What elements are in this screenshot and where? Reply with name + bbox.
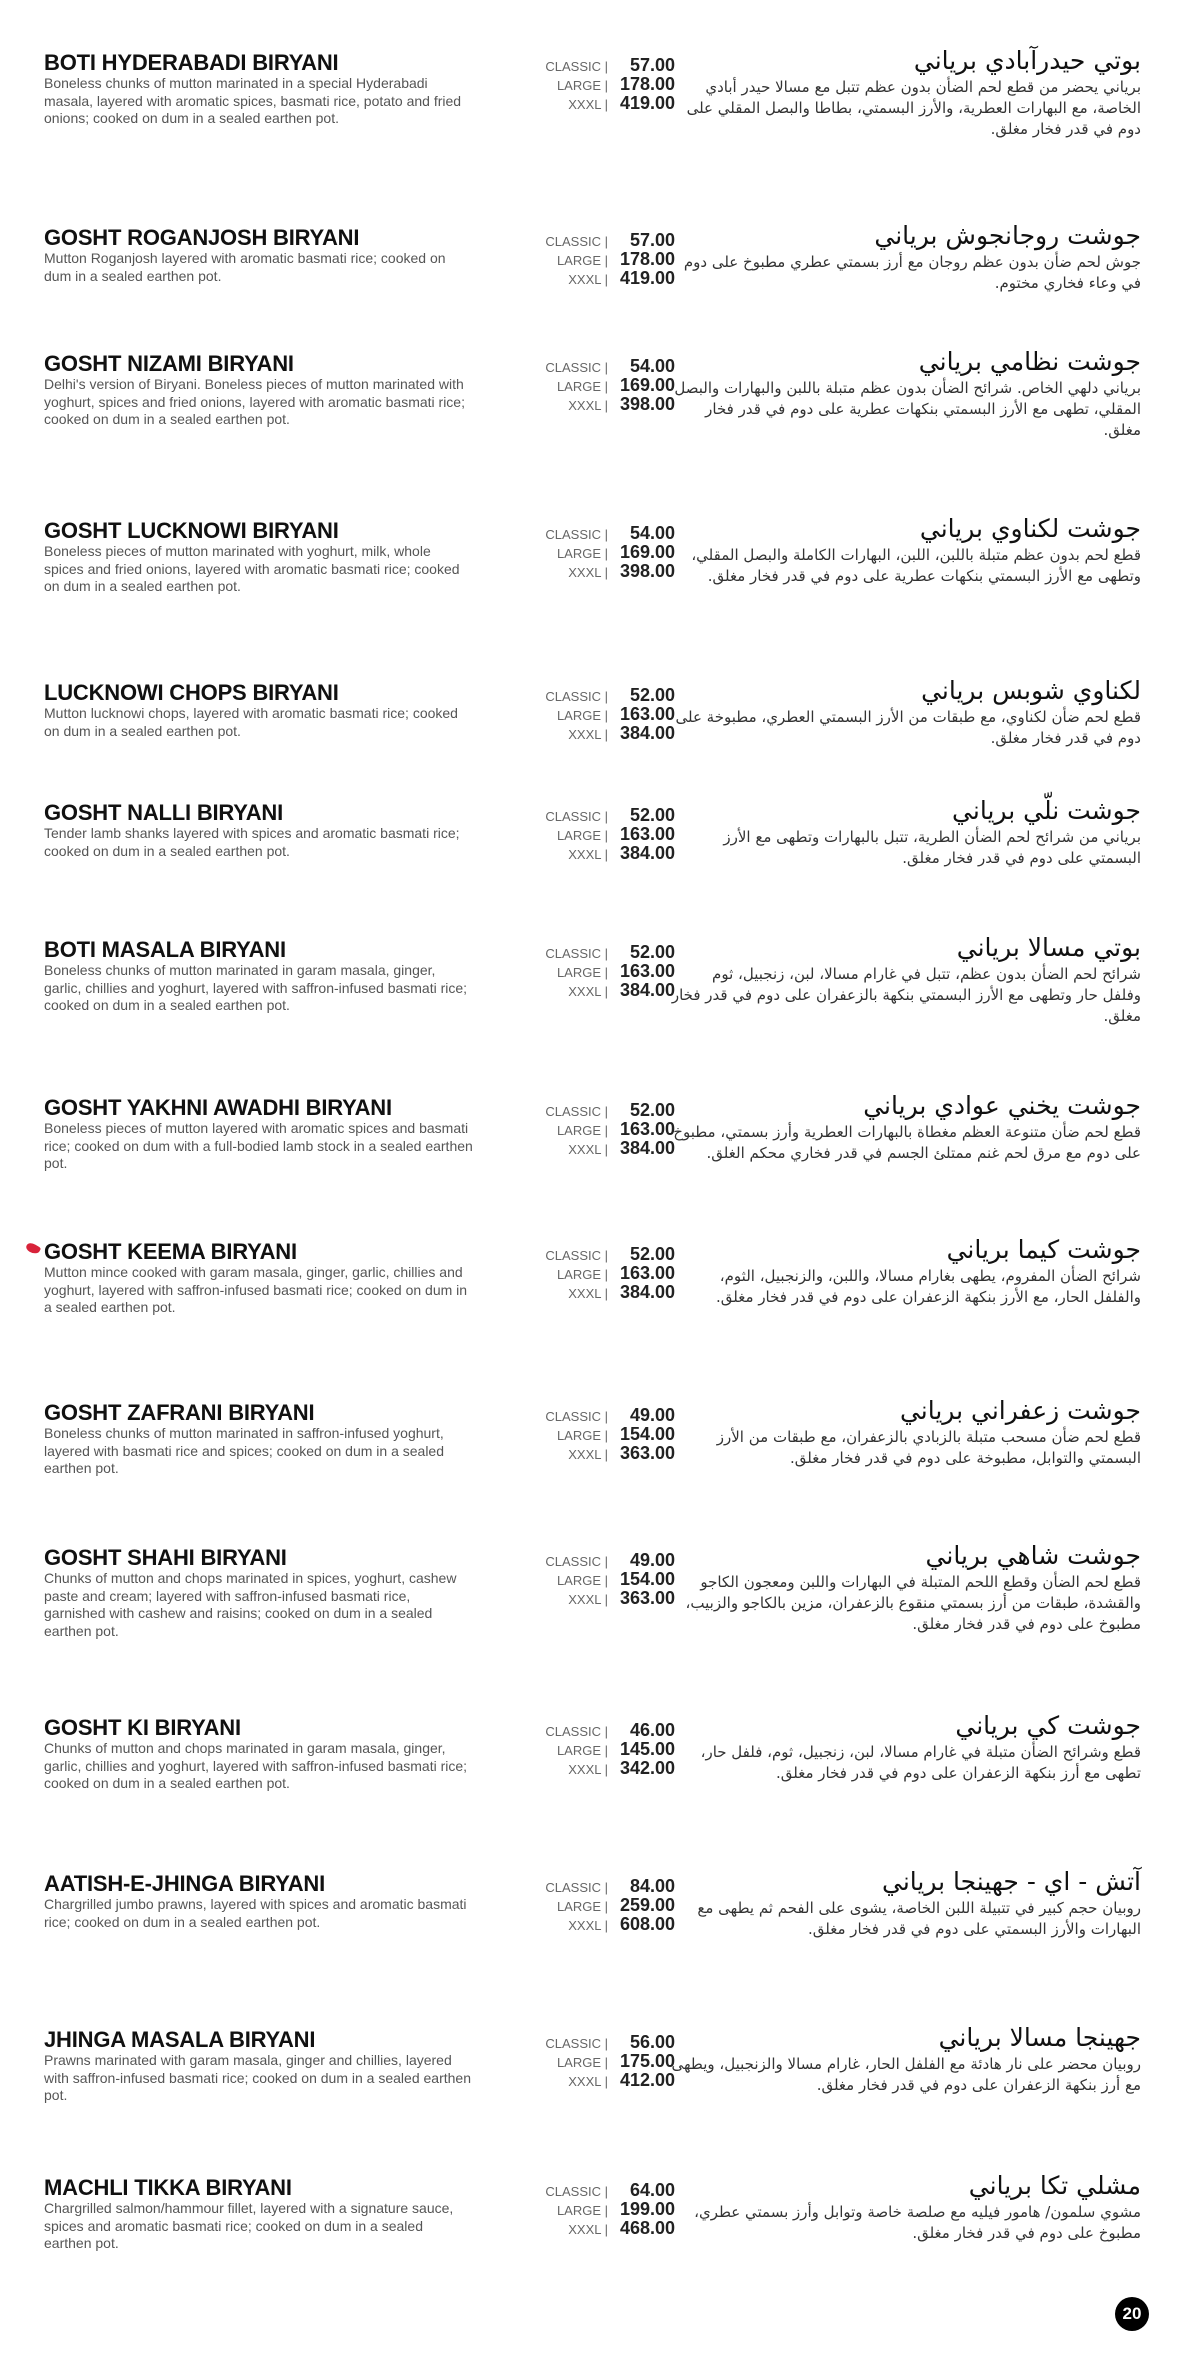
price-row	[480, 1282, 675, 1301]
price-list	[480, 685, 675, 742]
price-row	[480, 1914, 675, 1933]
chili-icon	[25, 1241, 42, 1256]
arabic-block	[671, 1234, 1141, 1308]
size-label: CLASSIC |	[545, 1880, 608, 1895]
price-row	[480, 2032, 675, 2051]
price-row	[480, 249, 675, 268]
price: 259.00	[619, 1895, 675, 1915]
item-name: AATISH-E-JHINGA BIRYANI	[44, 1871, 326, 1896]
item-description-arabic: روبيان حجم كبير في تتبيلة اللبن الخاصة، يشوى على الفحم ثم يطهى مع البهارات والأرز البسمتي على دوم في قدر فخار مغلق.	[697, 1899, 1141, 1938]
price-list	[480, 1244, 675, 1301]
size-label: XXXL |	[568, 984, 608, 999]
item-name: JHINGA MASALA BIRYANI	[44, 2027, 316, 2052]
size-label: XXXL |	[568, 847, 608, 862]
item-description-arabic: برياني من شرائح لحم الضأن الطرية، تتبل بالبهارات وتطهى مع الأرز البسمتي على دوم في قدر فخار مغلق.	[723, 828, 1141, 867]
price-row	[480, 2180, 675, 2199]
price: 52.00	[629, 685, 675, 705]
price-row	[480, 561, 675, 580]
item-description: Chargrilled salmon/hammour fillet, layered with a signature sauce, spices and aromatic basmati rice; cooked on dum in a sealed earthen pot.	[44, 2200, 454, 2251]
size-label: XXXL |	[568, 1447, 608, 1462]
item-description: Boneless chunks of mutton marinated in garam masala, ginger, garlic, chillies and yoghurt, layered with saffron-infused basmati rice; cooked on dum in a sealed earthen pot.	[44, 962, 468, 1013]
english-block	[44, 352, 474, 429]
arabic-block	[671, 45, 1141, 140]
arabic-block	[671, 513, 1141, 587]
size-label: XXXL |	[568, 1592, 608, 1607]
size-label: LARGE |	[556, 1428, 608, 1443]
price-row	[480, 523, 675, 542]
item-name: GOSHT KI BIRYANI	[44, 1715, 241, 1740]
price: 154.00	[619, 1569, 675, 1589]
item-name-arabic: جوشت كي برياني	[955, 1711, 1141, 1740]
item-description: Mutton Roganjosh layered with aromatic basmati rice; cooked on dum in a sealed earthen pot.	[44, 250, 446, 284]
price: 54.00	[629, 523, 675, 543]
price: 175.00	[619, 2051, 675, 2071]
item-name-arabic: جوشت نظامي برياني	[918, 347, 1141, 376]
price-list	[480, 1720, 675, 1777]
item-name: LUCKNOWI CHOPS BIRYANI	[44, 680, 339, 705]
size-label: CLASSIC |	[545, 2184, 608, 2199]
price-row	[480, 2070, 675, 2089]
english-block	[44, 801, 474, 860]
item-description: Mutton lucknowi chops, layered with aromatic basmati rice; cooked on dum in a sealed earthen pot.	[44, 705, 458, 739]
price: 398.00	[619, 561, 675, 581]
item-description-arabic: برياني دلهي الخاص. شرائح الضأن بدون عظم متبلة باللبن والبهارات والبصل المقلي، تطهى مع الأرز البسمتي بنكهات عطرية على دوم في قدر فخار مغلق.	[674, 379, 1141, 439]
item-name-arabic: لكناوي شوبس برياني	[921, 676, 1141, 705]
price: 419.00	[619, 268, 675, 288]
size-label: LARGE |	[556, 1267, 608, 1282]
item-name-arabic: آتش - اي - جهينجا برياني	[881, 1867, 1141, 1896]
arabic-block	[671, 932, 1141, 1027]
price-row	[480, 1119, 675, 1138]
arabic-block	[671, 346, 1141, 441]
arabic-block	[671, 675, 1141, 749]
arabic-block	[671, 1540, 1141, 1635]
price: 419.00	[619, 93, 675, 113]
price-list	[480, 356, 675, 413]
price: 56.00	[629, 2032, 675, 2052]
price-row	[480, 843, 675, 862]
item-description-arabic: جوش لحم ضأن بدون عظم روجان مع أرز بسمتي عطري مطبوخ على دوم في وعاء فخاري مختوم.	[683, 253, 1141, 292]
item-name: GOSHT ZAFRANI BIRYANI	[44, 1400, 315, 1425]
size-label: CLASSIC |	[545, 809, 608, 824]
item-description: Boneless chunks of mutton marinated in a special Hyderabadi masala, layered with aromatic spices, basmati rice, potato and fried onions; cooked on dum in a sealed earthen pot.	[44, 75, 462, 126]
size-label: CLASSIC |	[545, 360, 608, 375]
size-label: LARGE |	[556, 1743, 608, 1758]
price: 52.00	[629, 1100, 675, 1120]
arabic-block	[671, 1395, 1141, 1469]
item-description: Boneless chunks of mutton marinated in saffron-infused yoghurt, layered with basmati rice and spices; cooked on dum in a sealed earthen pot.	[44, 1425, 444, 1476]
item-name-arabic: جوشت كيما برياني	[946, 1235, 1141, 1264]
price-row	[480, 542, 675, 561]
item-description-arabic: قطع وشرائح الضأن متبلة في غارام مسالا، لبن، زنجبيل، ثوم، فلفل حار، تطهى مع أرز بنكهة الزعفران على دوم في قدر فخار مغلق.	[700, 1743, 1141, 1782]
english-block	[44, 226, 474, 285]
item-description-arabic: قطع لحم ضأن مسحب متبلة بالزبادي بالزعفران، مع طبقات من الأرز البسمتي والتوابل، مطبوخة على دوم في قدر فخار مغلق.	[716, 1428, 1141, 1467]
item-description-arabic: شرائح لحم الضأن بدون عظم، تتبل في غارام مسالا، لبن، زنجبيل، ثوم وفلفل حار وتطهى مع الأرز البسمتي بنكهة بالزعفران على دوم في قدر فخار مغلق.	[671, 965, 1141, 1025]
price-list	[480, 1405, 675, 1462]
price: 154.00	[619, 1424, 675, 1444]
price-row	[480, 1138, 675, 1157]
price-row	[480, 55, 675, 74]
price-row	[480, 1876, 675, 1895]
size-label: LARGE |	[556, 1899, 608, 1914]
price: 608.00	[619, 1914, 675, 1934]
item-name-arabic: جوشت شاهي برياني	[925, 1541, 1141, 1570]
size-label: CLASSIC |	[545, 1248, 608, 1263]
price: 178.00	[619, 74, 675, 94]
price-row	[480, 1263, 675, 1282]
arabic-block	[671, 2022, 1141, 2096]
price-row	[480, 1244, 675, 1263]
size-label: XXXL |	[568, 1762, 608, 1777]
size-label: XXXL |	[568, 2074, 608, 2089]
item-name-arabic: جهينجا مسالا برياني	[938, 2023, 1141, 2052]
item-name: GOSHT NIZAMI BIRYANI	[44, 351, 294, 376]
english-block	[44, 2028, 474, 2105]
item-description: Delhi's version of Biryani. Boneless pieces of mutton marinated with yoghurt, spices and fried onions, layered with aromatic basmati rice; cooked on dum in a sealed earthen pot.	[44, 376, 465, 427]
price-row	[480, 704, 675, 723]
price: 169.00	[619, 375, 675, 395]
price: 384.00	[619, 1138, 675, 1158]
price-row	[480, 1100, 675, 1119]
item-name-arabic: جوشت يخني عوادي برياني	[863, 1091, 1141, 1120]
size-label: CLASSIC |	[545, 527, 608, 542]
size-label: CLASSIC |	[545, 1554, 608, 1569]
price: 49.00	[629, 1405, 675, 1425]
english-block	[44, 2176, 474, 2253]
price-row	[480, 805, 675, 824]
price: 163.00	[619, 704, 675, 724]
item-name-arabic: بوتي مسالا برياني	[956, 933, 1141, 962]
item-name: GOSHT YAKHNI AWADHI BIRYANI	[44, 1095, 392, 1120]
price-row	[480, 1443, 675, 1462]
size-label: LARGE |	[556, 828, 608, 843]
size-label: CLASSIC |	[545, 1409, 608, 1424]
item-description-arabic: روبيان محضر على نار هادئة مع الفلفل الحار، غارام مسالا والزنجبيل، ويطهى مع أرز بنكهة الزعفران على دوم في قدر فخار مغلق.	[671, 2055, 1141, 2094]
size-label: XXXL |	[568, 272, 608, 287]
size-label: CLASSIC |	[545, 1104, 608, 1119]
price: 178.00	[619, 249, 675, 269]
price-row	[480, 1739, 675, 1758]
price: 163.00	[619, 1119, 675, 1139]
english-block	[44, 1096, 474, 1173]
size-label: XXXL |	[568, 398, 608, 413]
price-row	[480, 2199, 675, 2218]
price-list	[480, 230, 675, 287]
price-list	[480, 1550, 675, 1607]
item-description: Mutton mince cooked with garam masala, ginger, garlic, chillies and yoghurt, layered with saffron-infused basmati rice; cooked on dum in a sealed earthen pot.	[44, 1264, 468, 1315]
price-row	[480, 394, 675, 413]
price-row	[480, 2218, 675, 2237]
price: 384.00	[619, 980, 675, 1000]
size-label: LARGE |	[556, 2055, 608, 2070]
price: 52.00	[629, 805, 675, 825]
price-list	[480, 1876, 675, 1933]
price: 199.00	[619, 2199, 675, 2219]
size-label: XXXL |	[568, 1918, 608, 1933]
english-block	[44, 1401, 474, 1478]
price-row	[480, 1424, 675, 1443]
item-description: Boneless pieces of mutton layered with aromatic spices and basmati rice; cooked on dum with a full-bodied lamb stock in a sealed earthen pot.	[44, 1120, 473, 1171]
price-row	[480, 824, 675, 843]
item-name-arabic: جوشت روجانجوش برياني	[874, 221, 1141, 250]
size-label: XXXL |	[568, 1142, 608, 1157]
size-label: XXXL |	[568, 565, 608, 580]
price: 52.00	[629, 942, 675, 962]
item-description: Chunks of mutton and chops marinated in garam masala, ginger, garlic, chillies and yoghurt, layered with saffron-infused basmati rice; cooked on dum in a sealed earthen pot.	[44, 1740, 468, 1791]
price: 342.00	[619, 1758, 675, 1778]
size-label: CLASSIC |	[545, 234, 608, 249]
price-row	[480, 356, 675, 375]
english-block	[44, 1872, 474, 1931]
price-row	[480, 961, 675, 980]
english-block	[44, 1716, 474, 1793]
item-name-arabic: جوشت لكناوي برياني	[919, 514, 1141, 543]
price: 46.00	[629, 1720, 675, 1740]
price: 412.00	[619, 2070, 675, 2090]
price-row	[480, 2051, 675, 2070]
size-label: CLASSIC |	[545, 1724, 608, 1739]
price-row	[480, 1758, 675, 1777]
english-block	[44, 938, 474, 1015]
item-description-arabic: قطع لحم ضأن متنوعة العظم مغطاة بالبهارات العطرية وأرز بسمتي، مطبوخ على دوم مع مرق لحم غنم ممتلئ الجسم في قدر فخاري محكم الغلق.	[673, 1123, 1141, 1162]
item-name-arabic: جوشت زعفراني برياني	[899, 1396, 1141, 1425]
price: 169.00	[619, 542, 675, 562]
price: 363.00	[619, 1588, 675, 1608]
price: 163.00	[619, 1263, 675, 1283]
price: 384.00	[619, 1282, 675, 1302]
item-description: Tender lamb shanks layered with spices and aromatic basmati rice; cooked on dum in a sealed earthen pot.	[44, 825, 460, 859]
price-row	[480, 980, 675, 999]
item-description-arabic: قطع لحم ضأن لكناوي، مع طبقات من الأرز البسمتي العطري، مطبوخة على دوم في قدر فخار مغلق.	[675, 708, 1141, 747]
price-row	[480, 942, 675, 961]
size-label: CLASSIC |	[545, 2036, 608, 2051]
size-label: LARGE |	[556, 253, 608, 268]
size-label: XXXL |	[568, 727, 608, 742]
size-label: CLASSIC |	[545, 59, 608, 74]
item-description-arabic: شرائح الضأن المفروم، يطهى بغارام مسالا، واللبن، والزنجبيل، الثوم، والفلفل الحار، مع الأرز بنكهة الزعفران على دوم في قدر فخار مغلق.	[716, 1267, 1141, 1306]
english-block	[44, 681, 474, 740]
size-label: LARGE |	[556, 1573, 608, 1588]
size-label: XXXL |	[568, 97, 608, 112]
english-block	[44, 1546, 474, 1640]
item-name: GOSHT SHAHI BIRYANI	[44, 1545, 287, 1570]
arabic-block	[671, 795, 1141, 869]
price-row	[480, 723, 675, 742]
item-name: BOTI MASALA BIRYANI	[44, 937, 286, 962]
size-label: XXXL |	[568, 1286, 608, 1301]
size-label: LARGE |	[556, 379, 608, 394]
price-row	[480, 230, 675, 249]
item-name: MACHLI TIKKA BIRYANI	[44, 2175, 292, 2200]
price-row	[480, 375, 675, 394]
price-list	[480, 942, 675, 999]
price: 54.00	[629, 356, 675, 376]
item-description: Boneless pieces of mutton marinated with yoghurt, milk, whole spices and fried onions, layered with aromatic basmati rice; cooked on dum in a sealed earthen pot.	[44, 543, 460, 594]
price-list	[480, 523, 675, 580]
item-description: Prawns marinated with garam masala, ginger and chillies, layered with saffron-infused basmati rice; cooked on dum in a sealed earthen pot.	[44, 2052, 471, 2103]
item-name: GOSHT NALLI BIRYANI	[44, 800, 284, 825]
price-list	[480, 1100, 675, 1157]
price: 49.00	[629, 1550, 675, 1570]
price-row	[480, 1569, 675, 1588]
item-name-arabic: بوتي حيدرآبادي برياني	[913, 46, 1141, 75]
english-block	[44, 519, 474, 596]
size-label: LARGE |	[556, 1123, 608, 1138]
price-row	[480, 685, 675, 704]
price: 64.00	[629, 2180, 675, 2200]
price: 384.00	[619, 843, 675, 863]
item-description-arabic: قطع لحم الضأن وقطع اللحم المتبلة في البهارات واللبن ومعجون الكاجو والقشدة، طبقات من أرز بسمتي منقوع بالزعفران، مزين بالكاجو والزبيب، مطبوخ على دوم في قدر فخار مغلق.	[685, 1573, 1141, 1633]
size-label: CLASSIC |	[545, 946, 608, 961]
item-name-arabic: جوشت نلّي برياني	[952, 796, 1141, 825]
size-label: CLASSIC |	[545, 689, 608, 704]
price-row	[480, 1895, 675, 1914]
english-block	[44, 1240, 474, 1317]
price: 398.00	[619, 394, 675, 414]
size-label: LARGE |	[556, 965, 608, 980]
size-label: LARGE |	[556, 708, 608, 723]
price: 163.00	[619, 961, 675, 981]
price-list	[480, 55, 675, 112]
price: 363.00	[619, 1443, 675, 1463]
item-description: Chargrilled jumbo prawns, layered with spices and aromatic basmati rice; cooked on dum in a sealed earthen pot.	[44, 1896, 467, 1930]
item-name: BOTI HYDERABADI BIRYANI	[44, 50, 339, 75]
price-list	[480, 805, 675, 862]
price: 163.00	[619, 824, 675, 844]
size-label: LARGE |	[556, 78, 608, 93]
price-row	[480, 74, 675, 93]
price-list	[480, 2180, 675, 2237]
price: 57.00	[629, 230, 675, 250]
item-name: GOSHT KEEMA BIRYANI	[44, 1239, 297, 1264]
price-row	[480, 1550, 675, 1569]
item-description: Chunks of mutton and chops marinated in spices, yoghurt, cashew paste and cream; layered with saffron-infused basmati rice, garnished with cashew and raisins; cooked on dum in a sealed earthen pot.	[44, 1570, 457, 1639]
price: 384.00	[619, 723, 675, 743]
price-row	[480, 1405, 675, 1424]
price-list	[480, 2032, 675, 2089]
size-label: XXXL |	[568, 2222, 608, 2237]
page-number: 20	[1115, 2297, 1149, 2331]
english-block	[44, 51, 474, 128]
price-row	[480, 1588, 675, 1607]
price-row	[480, 1720, 675, 1739]
arabic-block	[671, 220, 1141, 294]
price: 84.00	[629, 1876, 675, 1896]
price: 145.00	[619, 1739, 675, 1759]
item-name-arabic: مشلي تكا برياني	[968, 2171, 1141, 2200]
price: 57.00	[629, 55, 675, 75]
size-label: LARGE |	[556, 2203, 608, 2218]
item-description-arabic: قطع لحم بدون عظم متبلة باللبن، اللبن، البهارات الكاملة والبصل المقلي، وتطهى مع الأرز البسمتي بنكهات عطرية على دوم في قدر فخار مغلق.	[691, 546, 1141, 585]
price-row	[480, 268, 675, 287]
item-name: GOSHT LUCKNOWI BIRYANI	[44, 518, 339, 543]
arabic-block	[671, 2170, 1141, 2244]
arabic-block	[671, 1090, 1141, 1164]
arabic-block	[671, 1710, 1141, 1784]
item-name: GOSHT ROGANJOSH BIRYANI	[44, 225, 360, 250]
item-description-arabic: برياني يحضر من قطع لحم الضأن بدون عظم تتبل مع مسالا حيدر أبادي الخاصة، مع البهارات العطرية، والأرز البسمتي، بطاطا والبصل المقلي على دوم في قدر فخار مغلق.	[686, 78, 1141, 138]
price: 468.00	[619, 2218, 675, 2238]
item-description-arabic: مشوي سلمون/ هامور فيليه مع صلصة خاصة وتوابل وأرز بسمتي عطري، مطبوخ على دوم في قدر فخار مغلق.	[694, 2203, 1141, 2242]
price: 52.00	[629, 1244, 675, 1264]
size-label: LARGE |	[556, 546, 608, 561]
price-row	[480, 93, 675, 112]
arabic-block	[671, 1866, 1141, 1940]
